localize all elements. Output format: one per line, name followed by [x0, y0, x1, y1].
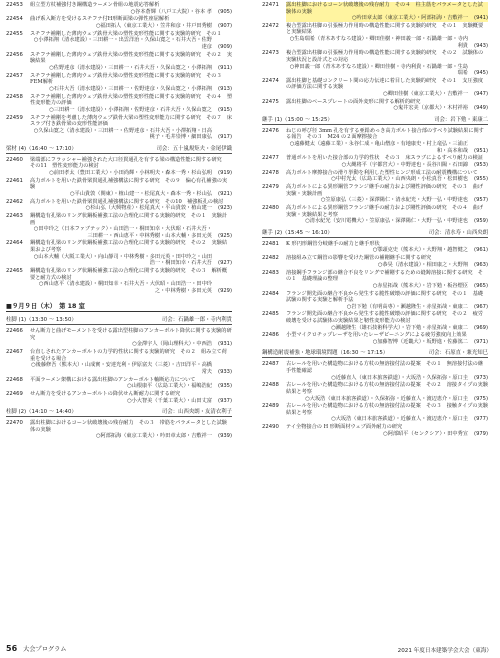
entry-page: (943): [474, 42, 488, 49]
entry-body: [30, 377, 232, 390]
entry-number: 22481: [262, 240, 279, 247]
entry-authors: ○福田拓人（東京工業大）・笠井和彦・井戸田秀樹: [95, 22, 212, 29]
entry-body: [30, 52, 232, 72]
program-entry: [262, 23, 488, 49]
entry-body: [30, 391, 232, 404]
entry-page: (905): [218, 8, 232, 15]
entry-number: 22478: [262, 169, 279, 176]
entry-authors: ○大坂浩（東日本旅客鉄道）・久保拓弥・近藤直人・渡辺恵介・原口圭: [305, 395, 468, 402]
entry-number: 22459: [6, 114, 23, 121]
entry-number: 22468: [6, 376, 23, 383]
entry-page: (969): [474, 324, 488, 331]
entry-page: (919): [218, 169, 232, 176]
entry-authors: ○笠原康弘（三菱）・深澤陽仁・清水紀光・大野一弘・中野達也: [320, 197, 468, 204]
page-footer: [0, 640, 500, 658]
program-entry: [262, 291, 488, 311]
entry-number: 22490: [262, 424, 279, 431]
entry-body: [30, 31, 232, 51]
program-entry: [262, 270, 488, 290]
program-entry: [262, 128, 488, 154]
day-header: ■９月９日（木） 第 18 室: [6, 301, 232, 312]
entry-title: 露出柱脚のベースプレートの面外変形に関する解析的研究: [286, 98, 421, 105]
entry-body: [286, 184, 488, 204]
entry-title: スチフナ補剛した薄肉ウェブ鉄骨大梁の塑性変形性能に関する実験的研究 その１: [30, 30, 222, 37]
program-entry: [262, 332, 488, 345]
entry-title: 鋼構造有孔梁のリング状鋼板補強工法の合理化に関する実験的研究 その２ 実験結果および考察: [30, 240, 228, 254]
session-header: [6, 407, 232, 417]
session-chair: 司会：石原直・兼光知巳: [428, 350, 488, 357]
entry-authors: ○佐野達彦（清水建設）・三田耕一・石井大吾・久保山寛之・小澤拓翔: [49, 64, 212, 71]
program-entry: [262, 50, 488, 76]
session-chair: 司会：清水寿・山西央朗: [428, 229, 488, 236]
entry-authors: ○石井大吾（清水建設）・三田耕一・佐野達彦・久保山寛之・小澤拓翔: [49, 85, 212, 92]
entry-title: スチフナ補剛した薄肉ウェブ鉄骨大梁の塑性変形性能に関する実験的研究 その３ FEM解析: [30, 72, 227, 86]
entry-number: 22465: [6, 267, 23, 274]
program-entry: [6, 157, 232, 177]
entry-number: 22455: [6, 30, 23, 37]
entry-body: [30, 268, 232, 294]
entry-title: 複合型露出柱脚の引張極力作用時の構造性能に関する実験的研究 その１ 実験概要と実験結果: [286, 22, 484, 36]
entry-authors: ○田中玲之（日本ファブテック）・山田浩一・桐田知幸・大伏昭・石井大吾・三田耕一・西山恵平・中林秀樹・山本大輔・多田元英: [33, 226, 212, 239]
program-entry: [6, 2, 232, 15]
entry-page: (939): [218, 433, 232, 440]
entry-body: [30, 2, 232, 15]
entry-title: スチフナ補剛した薄肉ウェブ鉄骨大梁の塑性変形性能に関する実験的研究 その４ 塑性変形能力の評価: [30, 93, 233, 107]
footer-left-text: 大会プログラム: [23, 646, 67, 653]
program-entry: [262, 78, 488, 98]
entry-title: 古レールを用いた構造物における方杖の無溶接付法の提案 その１ 無溶接付法の継手性能確認: [286, 361, 484, 375]
session-label: 鋼構造耐震補強・地球環境問題（16:30 ～ 17:15）: [262, 350, 389, 357]
entry-authors: ○西山恵平（清水建設）・桐田知幸・石井大吾・大伏昭・山田浩一・田中玲之・中林秀樹・多田元英: [38, 281, 212, 294]
entry-page: (955): [474, 176, 488, 183]
entry-body: [30, 349, 232, 375]
program-entry: [6, 420, 232, 440]
entry-body: [30, 420, 232, 440]
entry-page: (977): [474, 416, 488, 423]
entry-authors: ○大縄将平（宇都宮大）・中野達也・長谷川陽・石田錦: [341, 161, 468, 168]
session-chair: 司会：五十嵐規矩夫・金尾伊織: [156, 145, 232, 152]
program-entry: [262, 155, 488, 168]
entry-authors: ○三田耕一（清水建設）・小澤拓翔・佐野達彦・石井大吾・久保山寛之: [49, 106, 212, 113]
entry-number: 22454: [6, 16, 23, 23]
entry-number: 22487: [262, 361, 279, 368]
entry-body: [286, 50, 488, 76]
entry-number: 22475: [262, 98, 279, 105]
program-entry: [262, 205, 488, 225]
entry-page: (907): [218, 22, 232, 29]
entry-title: せん断力を受けるアンカーボルトの降伏せん断耐力に関する研究: [30, 390, 181, 397]
entry-title: 組立型方杖補強付き鋼構造ラーメン骨組の地震応答解析: [30, 2, 160, 8]
entry-title: 鋼構造有孔梁のリング状鋼板補強工法の合理化に関する実験的研究 その１ 実験計画: [30, 212, 228, 226]
program-entry: [6, 178, 232, 198]
program-entry: [262, 382, 488, 402]
entry-title: 高力ボルトを用いた鉄骨梁貫通孔補強構法に関する研究 その10 補強板孔の検討: [30, 198, 224, 205]
entry-authors: ○大坂浩（東日本旅客鉄道）・近藤直人・渡辺恵介・原口圭: [331, 416, 468, 423]
entry-authors: ○小大智美（千葉工業大）・山田丈富: [127, 397, 212, 404]
program-entry: [6, 199, 232, 212]
entry-page: (963): [474, 261, 488, 268]
entry-number: 22470: [6, 420, 23, 427]
left-column: [6, 2, 232, 441]
entry-authors: ○阿部拓海（東京工業大）・吟田章太郎・吉敷祥一: [95, 433, 212, 440]
entry-authors: ○杉山弘（大興物産）・松尾真大・平山貴敦・植山建一: [85, 205, 212, 212]
entry-body: [30, 328, 232, 348]
entry-authors: ○中村光太（広島工業大）・山西央朗・小松真吾・松田樹也: [331, 176, 468, 183]
program-entry: [6, 213, 232, 239]
entry-number: 22458: [6, 93, 23, 100]
entry-title: 平面ラーメン架構における露出柱脚のアンカーボルト軸断応力について: [30, 376, 196, 383]
entry-title: 古レールを用いた構造物における方杖の無溶接付法の提案 その２ 溶接タイプの実験結果と考察: [286, 382, 488, 395]
entry-authors: ○岩下勉（有明高専）・瀬越隆生・赤星拓哉・東康二: [346, 303, 468, 310]
right-column: [262, 2, 488, 439]
entry-authors: ○赤星拓哉（熊本大）・岩下勉・板谷煙臣: [372, 282, 468, 289]
program-entry: [6, 240, 232, 266]
entry-authors: ○阿部昭平（センクシア）・田中秀宣: [383, 430, 468, 437]
entry-body: [286, 332, 488, 345]
session-label: 柱脚 (2)（14:10 ～ 14:40）: [6, 409, 77, 416]
entry-authors: ○後藤修吾（熊本大）・山成實・安達光利・伊原富夫（三菱）・吉田洋平・高橋常夫: [31, 362, 212, 375]
entry-page: (951): [474, 147, 488, 154]
program-entry: [6, 377, 232, 390]
entry-title: 梁端部にフラッシャー補強された大口径貫通孔を有する梁の構造性能に関する研究 その11 塑性変形能力の検討: [30, 156, 227, 170]
entry-title: フランジ開先面の継合不良から発生する脆性破壊の評価に関する研究 その２ 疲労破壊を受ける試験体の実験結果と靭性変形能力の検討: [286, 311, 483, 324]
entry-body: [286, 241, 488, 254]
entry-authors: ○金澤宇人（岡山理科大）・中西浩: [132, 341, 212, 348]
entry-title: 高力ボルトによる異形鋼管フランジ継手の耐力および剛性評価の研究 その３ 曲げ実験・実験計画: [286, 184, 483, 197]
entry-title: フランジ開先面の継合不良から発生する脆性破壊の評価に関する研究 その１ 基礎試験の関する実験と解析手法: [286, 290, 483, 304]
entry-page: (949): [474, 105, 488, 112]
entry-title: K 形円形鋼管分岐継手の耐力と継手形状: [286, 240, 380, 247]
entry-page: (973): [474, 374, 488, 381]
entry-number: 22482: [262, 255, 279, 262]
entry-body: [30, 213, 232, 239]
program-entry: [262, 255, 488, 268]
entry-body: [30, 94, 232, 114]
program-entry: [262, 241, 488, 254]
entry-number: 22474: [262, 77, 279, 84]
program-entry: [6, 16, 232, 29]
entry-number: 22480: [262, 205, 279, 212]
entry-authors: ○生島瑞希（青木あすなろ建設）・卿田佳樹・神田義一郎・石鍋雄一郎・寺内利貴: [289, 36, 468, 49]
entry-body: [286, 155, 488, 168]
entry-authors: ○神田義一郎（青木あすなろ建設）・卿田佳樹・寺内利貴・石鍋雄一郎・生島瑞希: [289, 63, 468, 77]
entry-number: 22457: [6, 72, 23, 79]
session-label: 継手 (1)（15:00 ～ 15:25）: [262, 116, 333, 123]
entry-title: スチフナ補剛を考慮した薄肉ウェブ鉄骨大梁の塑性変形能力に関する研究 その７ 床スラブ付き鉄骨梁の変形性能評価: [30, 114, 233, 128]
entry-body: [286, 99, 488, 112]
session-chair: 司会：岩下勉・東康二: [434, 116, 488, 123]
entry-authors: ○平山貴敦（関東）・植山建一・松尾真大・森本一秀・杉山弘: [70, 190, 212, 197]
session-label: 継手 (2)（15:45 ～ 16:10）: [262, 229, 333, 236]
session-chair: 司会：石鍋雄一郎・寺内利貴: [161, 317, 232, 324]
entry-number: 22464: [6, 240, 23, 247]
entry-body: [30, 178, 232, 198]
entry-body: [286, 311, 488, 331]
entry-page: (929): [218, 287, 232, 294]
entry-title: 溶接鋼手フランジ部の継合不良をリングで補剛するための縫鋳溶接に関する研究 その１ 基礎理論の整理: [286, 269, 483, 283]
entry-number: 22484: [262, 290, 279, 297]
entry-title: 古レールを用いた構造物における方杖の無溶接付法の提案 その３ 接触タイプの実験結果と考察: [286, 403, 488, 416]
entry-page: (965): [474, 282, 488, 289]
program-entry: [262, 361, 488, 381]
entry-page: (935): [218, 383, 232, 390]
entry-body: [30, 115, 232, 141]
entry-number: 22489: [262, 403, 279, 410]
entry-page: (971): [474, 338, 488, 345]
program-entry: [262, 424, 488, 437]
program-entry: [262, 2, 488, 22]
entry-body: [30, 240, 232, 266]
program-entry: [262, 99, 488, 112]
entry-authors: ○瀬越隆生（雄石技術科学大）・岩下勉・赤星拓哉・東康二: [331, 324, 468, 331]
entry-page: (931): [218, 341, 232, 348]
entry-page: (961): [474, 247, 488, 254]
page-number: 56: [6, 644, 18, 653]
entry-body: [30, 157, 232, 177]
program-entry: [6, 349, 232, 375]
entry-body: [286, 205, 488, 225]
program-entry: [262, 403, 488, 423]
entry-page: (941): [474, 15, 488, 22]
entry-authors: ○小澤拓翔（清水建設）・三田耕一・出雲洋治・久保山寛之・石井大吾・佐野達彦: [33, 37, 212, 50]
entry-title: 高力ボルトによる異形鋼管フランジ継手の耐力および剛性評価の研究 その４ 曲げ実験・実験結果と考察: [286, 205, 483, 218]
entry-title: 高力ボルト摩擦接合の滑り挙動を利用した塑性ヒンジ形成工法の耐震機構について: [286, 169, 478, 176]
entry-authors: ○遠藤健太（遠藤工業）・永谷仁成・亀山僧彦・有地康史・村上竜弘・三浦正和・高本和哉: [289, 141, 468, 154]
program-entry: [6, 115, 232, 141]
entry-page: (953): [474, 161, 488, 168]
entry-number: 22477: [262, 155, 279, 162]
entry-title: せん断力と曲げモーメントを受ける露出型柱脚のアンカーボルト降伏に関する実験的研究: [30, 328, 232, 341]
entry-authors: ○清水紀光（安川電機大）・笠原康弘・深澤陽仁・大野一弘・中野達也: [305, 218, 468, 225]
program-entry: [6, 31, 232, 51]
entry-page: (933): [218, 368, 232, 375]
entry-page: (921): [218, 190, 232, 197]
entry-page: (909): [218, 43, 232, 50]
entry-page: (915): [218, 106, 232, 113]
entry-number: 22453: [6, 2, 23, 8]
program-entry: [6, 328, 232, 348]
entry-body: [286, 23, 488, 49]
entry-page: (947): [474, 91, 488, 97]
entry-authors: ○鬼井宏美（京都大）・木村祥裕: [393, 105, 468, 112]
entry-page: (957): [474, 197, 488, 204]
entry-authors: ○恭昊（清水建設）・相田康之・大野翔: [377, 261, 468, 268]
entry-authors: ○前田孝太（豊田工業大）・小田尚輝・小林明夫・森本一秀・杉山弘明: [49, 169, 212, 176]
entry-title: 小型マイクロチップレーザを用いたレーザピーニングによる疲労強度向上効果: [286, 332, 467, 339]
entry-title: 鋼構造有孔梁のリング状鋼板補強工法の合理化に関する実験的研究 その３ 解析概要と耐力式の検討: [30, 267, 228, 281]
program-entry: [6, 268, 232, 294]
entry-authors: ○鄂頭克史（熊本大）・大野翔・越智健之: [372, 247, 468, 254]
entry-authors: ○卿田佳樹（東京工業大）・吉敷祥一: [383, 91, 468, 97]
entry-page: (917): [218, 134, 232, 141]
session-header: [262, 115, 488, 125]
entry-page: (975): [474, 395, 488, 402]
program-entry: [262, 184, 488, 204]
entry-body: [286, 2, 488, 22]
entry-body: [286, 382, 488, 402]
session-chair: 司会：山西央朗・友清衣利子: [161, 409, 232, 416]
entry-page: (923): [218, 205, 232, 212]
entry-page: (945): [474, 70, 488, 77]
entry-authors: ○久保山寛之（清水建設）・三田耕一・佐野達彦・石井大吾・小澤拓翔・日高桃子・毛井崇博・細田康弘: [33, 127, 212, 141]
program-entry: [262, 170, 488, 183]
entry-number: 22483: [262, 269, 279, 276]
entry-body: [286, 255, 488, 268]
entry-number: 22476: [262, 127, 279, 134]
entry-title: 露出柱脚と基礎コンクリート間の応力伝達に着目した実験的研究 その１ 支圧強度の評価方法に関する実験: [286, 77, 484, 91]
entry-body: [286, 270, 488, 290]
entry-authors: ○谷本蒼輝（八戸工大院）・谷本 孝: [130, 8, 212, 15]
entry-title: 高力ボルトを用いた鉄骨梁貫通孔補強構法に関する研究 その９ 偏心有孔補強の実験: [30, 177, 228, 191]
entry-body: [286, 403, 488, 423]
entry-number: 22488: [262, 382, 279, 389]
entry-page: (913): [218, 85, 232, 92]
entry-body: [286, 291, 488, 311]
program-entry: [6, 391, 232, 404]
entry-title: 普通ボルトを用いた接合部の力学的性状 その３ 床スラブによるすべり耐力の検証: [286, 155, 484, 162]
program-entry: [6, 94, 232, 114]
entry-body: [30, 73, 232, 93]
session-header: [6, 315, 232, 325]
program-entry: [6, 73, 232, 93]
entry-body: [286, 424, 488, 437]
entry-number: 22460: [6, 156, 23, 163]
entry-title: 露出柱脚におけるコーン状破壊後の残存耐力 その４ 柱主筋をパラメータとした試験体の実験: [286, 2, 483, 15]
entry-authors: ○山根康平（広島工業大）・福嶋浩紀: [127, 383, 212, 390]
entry-body: [30, 16, 232, 29]
entry-page: (925): [218, 232, 232, 239]
entry-title: 台直しされたアンカーボルトの力学的性状に関する実験的研究 その２ 組み立て荷重を受ける場合: [30, 349, 227, 362]
entry-body: [30, 199, 232, 212]
entry-body: [286, 78, 488, 98]
session-header: [6, 144, 232, 154]
entry-body: [286, 128, 488, 154]
session-label: 梁材 (4)（16:40 ～ 17:10）: [6, 145, 77, 152]
entry-title: 曲げ系入断方を受けるスチフナ付H形断面梁の弾性座屈解析: [30, 16, 170, 23]
entry-number: 22473: [262, 50, 279, 57]
entry-number: 22456: [6, 51, 23, 58]
entry-page: (979): [474, 430, 488, 437]
entry-number: 22479: [262, 184, 279, 191]
entry-title: テイ全物接合の H 形断面材ウェブ面外耐力の研究: [286, 424, 403, 431]
entry-page: (911): [218, 64, 232, 71]
entry-page: (927): [218, 260, 232, 267]
program-entry: [6, 52, 232, 72]
entry-title: 露出柱脚におけるコーン状破壊後の残存耐力 その３ 帯筋をパラメータとした試験体の実験: [30, 420, 227, 433]
entry-page: (967): [474, 303, 488, 310]
entry-authors: ○山本大輔（大阪工業大）・向山靜司・中林秀樹・多田元英・田中玲之・山田浩一・桐田知幸・石井大吾: [33, 253, 212, 267]
footer-right-text: 2021 年度日本建築学会大会（東海）: [397, 648, 492, 654]
entry-title: ねじの呼び径 3mm 孔を有する亜鉛めっき高力ボルト接合部のすべり試験結果に関する報告 その３ M24 の２面摩擦接合: [286, 127, 484, 141]
entry-number: 22467: [6, 349, 23, 356]
program-entry: [262, 311, 488, 331]
entry-number: 22461: [6, 177, 23, 184]
entry-title: スチフナ補剛した薄肉ウェブ鉄骨大梁の塑性変形性能に関する実験的研究 その２ 実験結果: [30, 51, 233, 65]
entry-body: [286, 361, 488, 381]
entry-number: 22471: [262, 2, 279, 8]
entry-number: 22469: [6, 390, 23, 397]
entry-authors: ○吟田章太郎（東京工業大）・阿部拓海・吉敷祥一: [351, 15, 468, 22]
entry-title: 溶接組み立て鋼管の影響を受けた鋼管の補剛継手に関する研究: [286, 255, 432, 262]
entry-number: 22462: [6, 198, 23, 205]
entry-number: 22472: [262, 22, 279, 29]
entry-number: 22485: [262, 311, 279, 318]
entry-body: [286, 170, 488, 183]
entry-authors: ○近藤直人（東日本旅客鉄道）・大坂浩・久保拓弥・原口圭: [331, 374, 468, 381]
entry-page: (937): [218, 397, 232, 404]
entry-number: 22463: [6, 212, 23, 219]
entry-number: 22466: [6, 328, 23, 335]
entry-authors: ○加藤智博（近畿大）・坂野進・佐藤篤二: [372, 338, 468, 345]
entry-title: 複合型露出柱脚の引張極力作用時の構造性能に関する実験的研究 その２ 試験体の実験状況と設計式との対応: [286, 50, 484, 63]
session-label: 柱脚 (1)（13:30 ～ 13:50）: [6, 317, 77, 324]
session-header: [262, 348, 488, 358]
entry-number: 22486: [262, 332, 279, 339]
session-header: [262, 228, 488, 238]
entry-page: (959): [474, 218, 488, 225]
